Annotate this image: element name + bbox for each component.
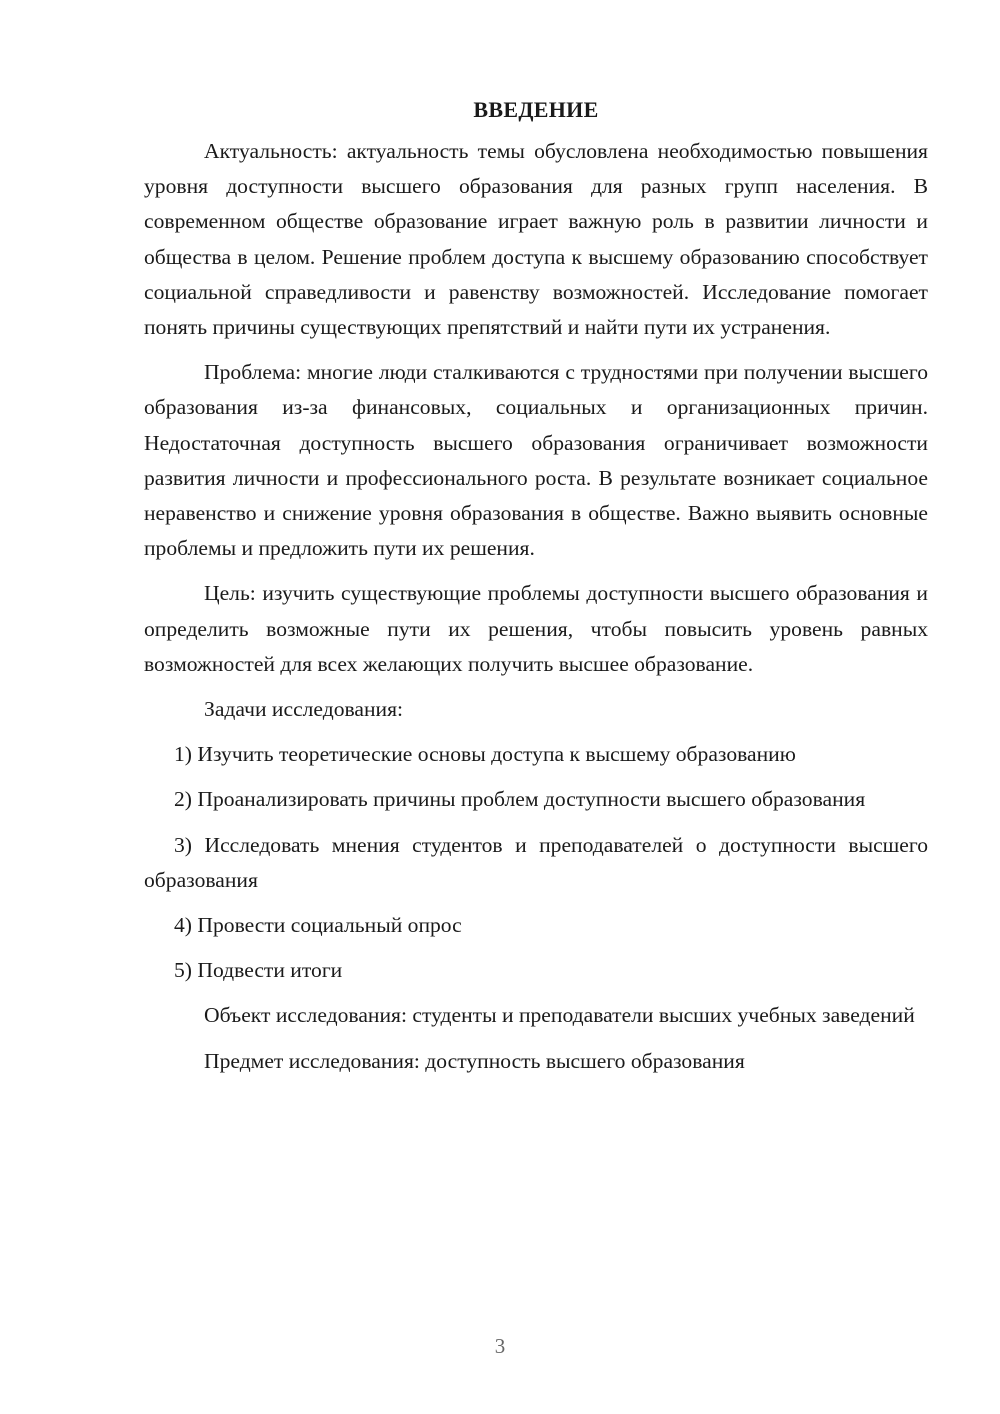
section-title: ВВЕДЕНИЕ: [473, 97, 599, 122]
task-item-4: 4) Провести социальный опрос: [174, 913, 462, 938]
task-item-3: 3) Исследовать мнения студентов и преподавателей о доступности высшего образования: [144, 832, 928, 892]
paragraph-relevance: Актуальность: актуальность темы обусловлена необходимостью повышения уровня доступности высшего образования для разных групп населения. В современном обществе образование играет важную роль в развитии личности и общества в целом. Решение проблем доступа к высшему образованию способствует социальной справедливости и равенству возможностей. Исследование помогает понять причины существующих препятствий и найти пути их устранения.: [144, 139, 928, 340]
paragraph-object: Объект исследования: студенты и преподаватели высших учебных заведений: [204, 1003, 915, 1028]
tasks-heading: Задачи исследования:: [204, 697, 404, 722]
page-number: 3: [494, 1334, 506, 1358]
paragraph-problem: Проблема: многие люди сталкиваются с трудностями при получении высшего образования из-за финансовых, социальных и организационных причин. Недостаточная доступность высшего образования ограничивает возможности развития личности и профессионального роста. В результате возникает социальное неравенство и снижение уровня образования в обществе. Важно выявить основные проблемы и предложить пути их решения.: [144, 360, 928, 561]
task-item-2: 2) Проанализировать причины проблем доступности высшего образования: [174, 787, 866, 812]
paragraph-subject: Предмет исследования: доступность высшего образования: [204, 1048, 745, 1073]
page-content: [144, 92, 928, 1079]
task-item-5: 5) Подвести итоги: [174, 958, 343, 983]
paragraph-goal: Цель: изучить существующие проблемы доступности высшего образования и определить возможные пути их решения, чтобы повысить уровень равных возможностей для всех желающих получить высшее образование.: [144, 581, 928, 676]
task-item-1: 1) Изучить теоретические основы доступа к высшему образованию: [174, 742, 796, 767]
